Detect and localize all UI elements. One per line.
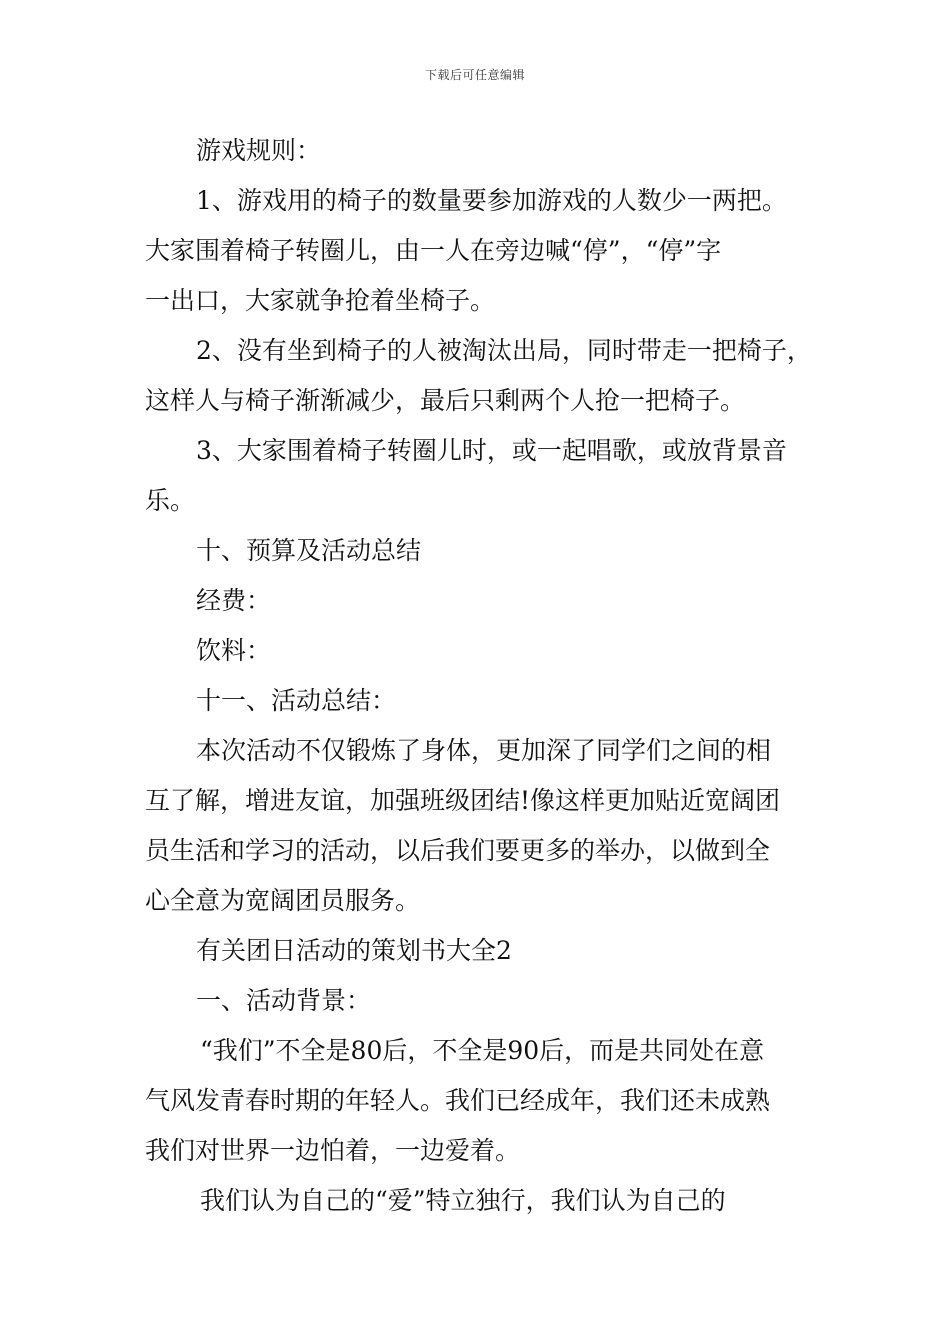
text-line: 互了解，增进友谊，加强班级团结!像这样更加贴近宽阔团 (145, 786, 781, 815)
text-line: 这样人与椅子渐渐减少，最后只剩两个人抢一把椅子。 (145, 386, 746, 415)
text-line: 我们对世界一边怕着，一边爱着。 (145, 1136, 521, 1165)
text-line: 经费： (196, 586, 272, 615)
text-line: 员生活和学习的活动，以后我们要更多的举办，以做到全 (145, 836, 771, 865)
text-line: 2、没有坐到椅子的人被淘汰出局，同时带走一把椅子， (196, 336, 812, 365)
text-line: 饮料： (196, 636, 272, 665)
text-line: 一、活动背景： (196, 986, 372, 1015)
text-line: 气风发青春时期的年轻人。我们已经成年，我们还未成熟 (145, 1086, 771, 1115)
text-line: 游戏规则： (196, 136, 322, 165)
text-line: 一出口，大家就争抢着坐椅子。 (145, 286, 496, 315)
text-line: 大家围着椅子转圈儿，由一人在旁边喊“停”，“停”字 (145, 236, 722, 265)
text-line: 3、大家围着椅子转圈儿时，或一起唱歌，或放背景音 (196, 436, 787, 465)
page-header: 下载后可任意编辑 (424, 68, 525, 82)
text-line: 十、预算及活动总结 (196, 536, 422, 565)
text-line: 1、游戏用的椅子的数量要参加游戏的人数少一两把。 (196, 186, 787, 215)
text-line: 我们认为自己的“爱”特立独行，我们认为自己的 (200, 1186, 726, 1215)
text-line: 心全意为宽阔团员服务。 (145, 886, 421, 915)
text-line: 乐。 (145, 486, 196, 515)
text-line: 十一、活动总结： (196, 686, 397, 715)
text-line: “我们”不全是80后，不全是90后，而是共同处在意 (200, 1036, 765, 1065)
text-line: 有关团日活动的策划书大全2 (196, 936, 512, 965)
text-line: 本次活动不仅锻炼了身体，更加深了同学们之间的相 (196, 736, 772, 765)
